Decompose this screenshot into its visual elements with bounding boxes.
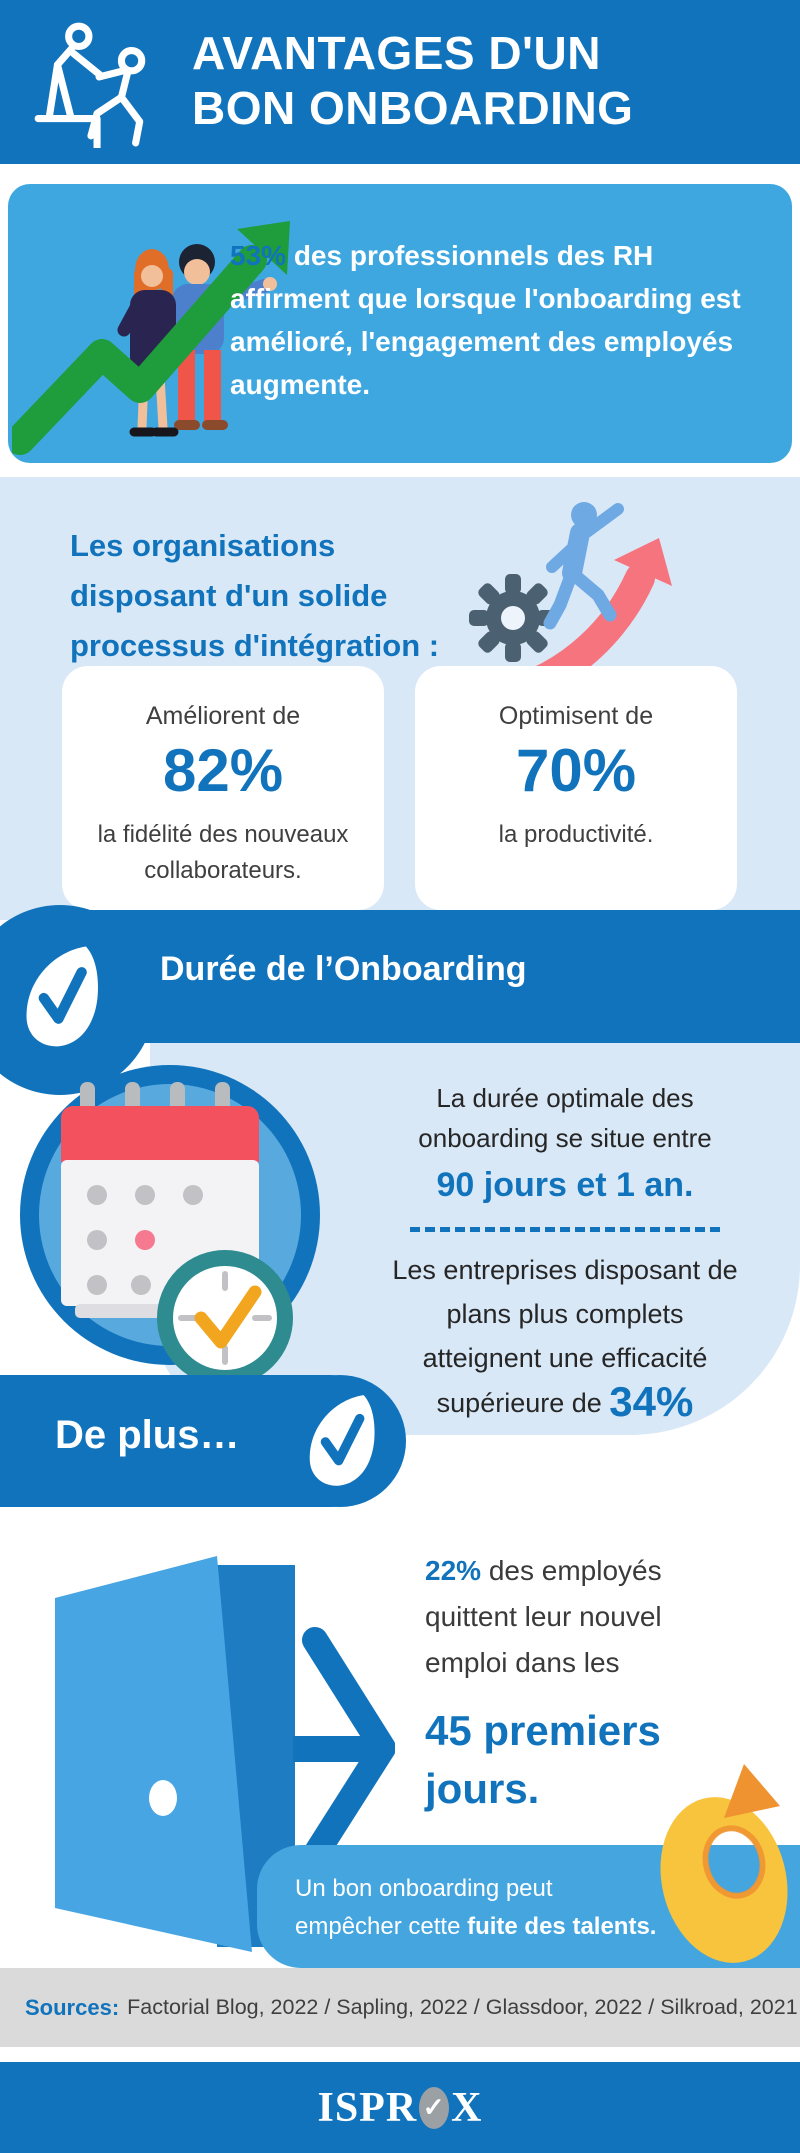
duration-range: 90 jours et 1 an.: [436, 1166, 694, 1204]
duration-text-block: [370, 1078, 760, 1425]
card-value: 70%: [515, 737, 637, 804]
helping-hands-icon: [26, 14, 160, 148]
sources-label: Sources:: [25, 1994, 120, 2020]
brand-check-icon: ✓: [419, 2087, 449, 2129]
brand-text-right: X: [451, 2084, 483, 2131]
turnover-line1: 22% des employés: [425, 1555, 662, 1586]
calendar-highlight-dot: [135, 1230, 155, 1250]
brand-text-left: ISPR: [317, 2084, 418, 2131]
sources-bar: [0, 1968, 800, 2047]
duration-detail-last-line: supérieure de 34%: [436, 1378, 694, 1425]
turnover-highlight: 22%: [425, 1555, 482, 1586]
hr-stat-line4: augmente.: [230, 369, 371, 400]
card-caption: la fidélité des nouveaux collaborateurs.: [97, 821, 349, 884]
footer-bar: [0, 2062, 800, 2153]
person-silhouette: [550, 502, 618, 623]
hr-stat-text: [230, 234, 741, 406]
turnover-big-text: 45 premiers jours.: [425, 1707, 661, 1812]
organizations-section: [0, 477, 800, 920]
ok-hand-icon: [652, 1762, 800, 1977]
dashed-divider: [410, 1227, 720, 1232]
header-banner: [0, 0, 800, 164]
calendar-illustration: [15, 1060, 325, 1400]
hr-stat-line1: 53% des professionnels des RH: [230, 240, 654, 271]
page-title-line2: BON ONBOARDING: [192, 82, 634, 134]
page-title-line1: AVANTAGES D'UN: [192, 27, 601, 79]
note-bold: fuite des talents.: [467, 1913, 657, 1940]
hr-stat-section: [8, 184, 792, 463]
card-intro: Optimisent de: [498, 702, 654, 730]
turnover-line3: emploi dans les: [425, 1647, 620, 1678]
more-banner-title: De plus…: [55, 1413, 240, 1457]
duration-intro: La durée optimale des onboarding se situe entre: [418, 1083, 712, 1153]
organizations-heading: Les organisations disposant d'un solide processus d'intégration :: [70, 528, 440, 663]
duration-detail: Les entreprises disposant de plans plus complets atteignent une efficacité supérieure de 34%: [370, 1248, 760, 1425]
card-intro: Améliorent de: [145, 702, 301, 730]
exit-arrow-icon: [293, 1640, 383, 1855]
turnover-line2: quittent leur nouvel: [425, 1601, 662, 1632]
sources-text: Factorial Blog, 2022 / Sapling, 2022 / Glassdoor, 2022 / Silkroad, 2021: [127, 1995, 798, 2019]
efficiency-value: 34%: [609, 1378, 694, 1425]
hr-stat-highlight: 53%: [230, 240, 287, 271]
gear-icon: [469, 574, 557, 662]
page-title: [192, 26, 633, 136]
door-handle: [149, 1780, 177, 1816]
stat-card-productivity: [415, 666, 737, 910]
card-value: 82%: [162, 737, 284, 804]
hr-stat-line2: affirment que lorsque l'onboarding est: [230, 283, 741, 314]
clock-icon: [165, 1258, 285, 1378]
brand-logo: [317, 2084, 482, 2132]
duration-banner-title: Durée de l’Onboarding: [160, 950, 527, 988]
card-caption: la productivité.: [498, 821, 654, 848]
check-leaf-icon: [274, 1375, 406, 1507]
stat-card-fidelity: [62, 666, 384, 910]
hr-stat-line3: amélioré, l'engagement des employés: [230, 326, 734, 357]
note-text: Un bon onboarding peut empêcher cette fuite des talents.: [295, 1875, 657, 1940]
